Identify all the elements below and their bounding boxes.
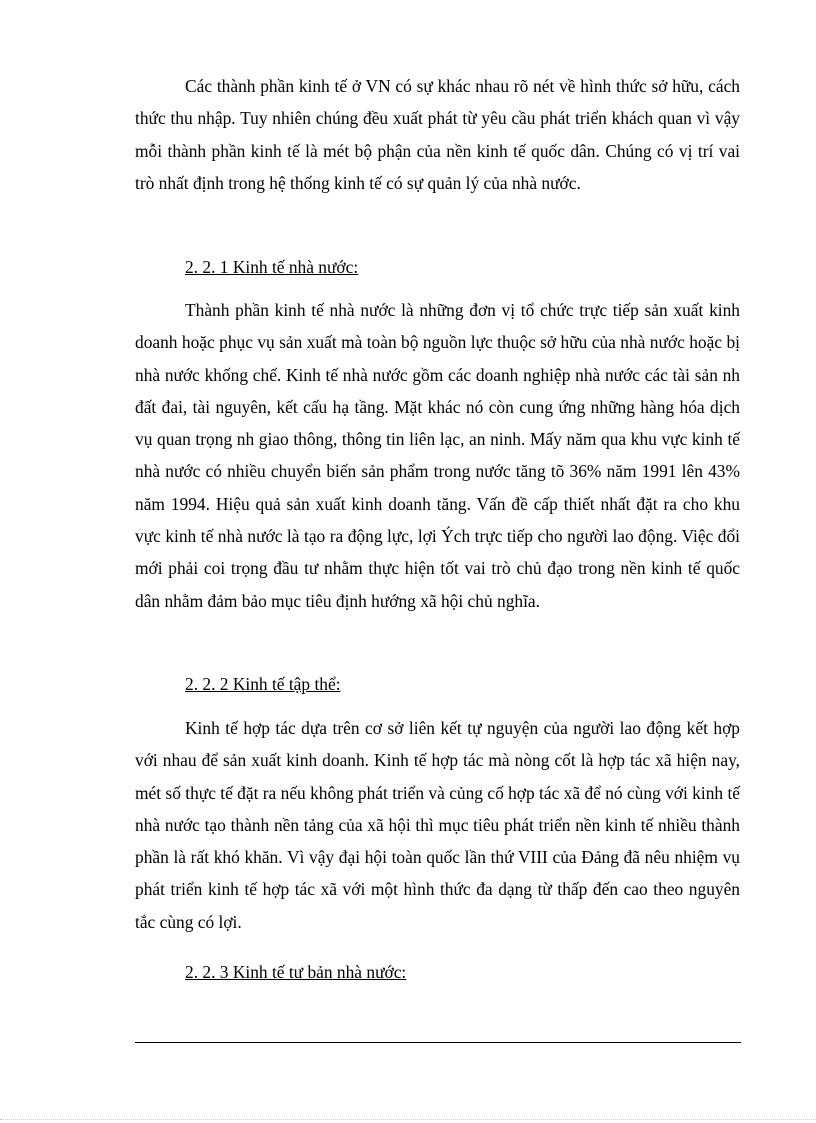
page-bottom-border [0, 1119, 816, 1120]
section-heading-state-economy: 2. 2. 1 Kinh tế nhà nước: [185, 257, 359, 277]
section-body-collective-economy: Kinh tế hợp tác dựa trên cơ sở liên kết tự nguyện của người lao động kết hợp với nhau để sản xuất kinh doanh. Kinh tế hợp tác mà nòng cốt là hợp tác xã hiện nay, mét số thực tế đặt ra nếu không phát triển và củng cố hợp tác xã để nó cùng với kinh tế nhà nước tạo thành nền tảng của xã hội thì mục tiêu phát triển nền kinh tế nhiều thành phần là rất khó khăn. Vì vậy đại hội toàn quốc lần thứ VIII của Đảng đã nêu nhiệm vụ phát triển kinh tế hợp tác xã với một hình thức đa dạng từ thấp đến cao theo nguyên tắc cùng có lợi. [135, 718, 740, 932]
section-heading-collective-economy: 2. 2. 2 Kinh tế tập thể: [185, 674, 341, 694]
section-heading-state-capitalist-economy: 2. 2. 3 Kinh tế tư bản nhà nước: [185, 962, 407, 982]
intro-paragraph: Các thành phần kinh tế ở VN có sự khác nhau rõ nét về hình thức sở hữu, cách thức thu nhập. Tuy nhiên chúng đều xuất phát từ yêu cầu phát triển khách quan vì vậy mỗi thành phần kinh tế là mét bộ phận của nền kinh tế quốc dân. Chúng có vị trí vai trò nhất định trong hệ thống kinh tế có sự quản lý của nhà nước. [135, 76, 740, 193]
footer-divider [135, 1042, 741, 1043]
section-body-state-economy: Thành phần kinh tế nhà nước là những đơn vị tổ chức trực tiếp sản xuất kinh doanh hoặc phục vụ sản xuất mà toàn bộ nguồn lực thuộc sở hữu của nhà nước hoặc bị nhà nước khống chế. Kinh tế nhà nước gồm các doanh nghiệp nhà nước các tài sản nh đất đai, tài nguyên, kết cấu hạ tầng. Mặt khác nó còn cung ứng những hàng hóa dịch vụ quan trọng nh giao thông, thông tin liên lạc, an ninh. Mấy năm qua khu vực kinh tế nhà nước có nhiều chuyển biến sản phẩm trong nước tăng tõ 36% năm 1991 lên 43% năm 1994. Hiệu quả sản xuất kinh doanh tăng. Vấn đề cấp thiết nhất đặt ra cho khu vực kinh tế nhà nước là tạo ra động lực, lợi Ých trực tiếp cho người lao động. Việc đổi mới phải coi trọng đầu tư nhằm thực hiện tốt vai trò chủ đạo trong nền kinh tế quốc dân nhằm đảm bảo mục tiêu định hướng xã hội chủ nghĩa. [135, 300, 740, 611]
